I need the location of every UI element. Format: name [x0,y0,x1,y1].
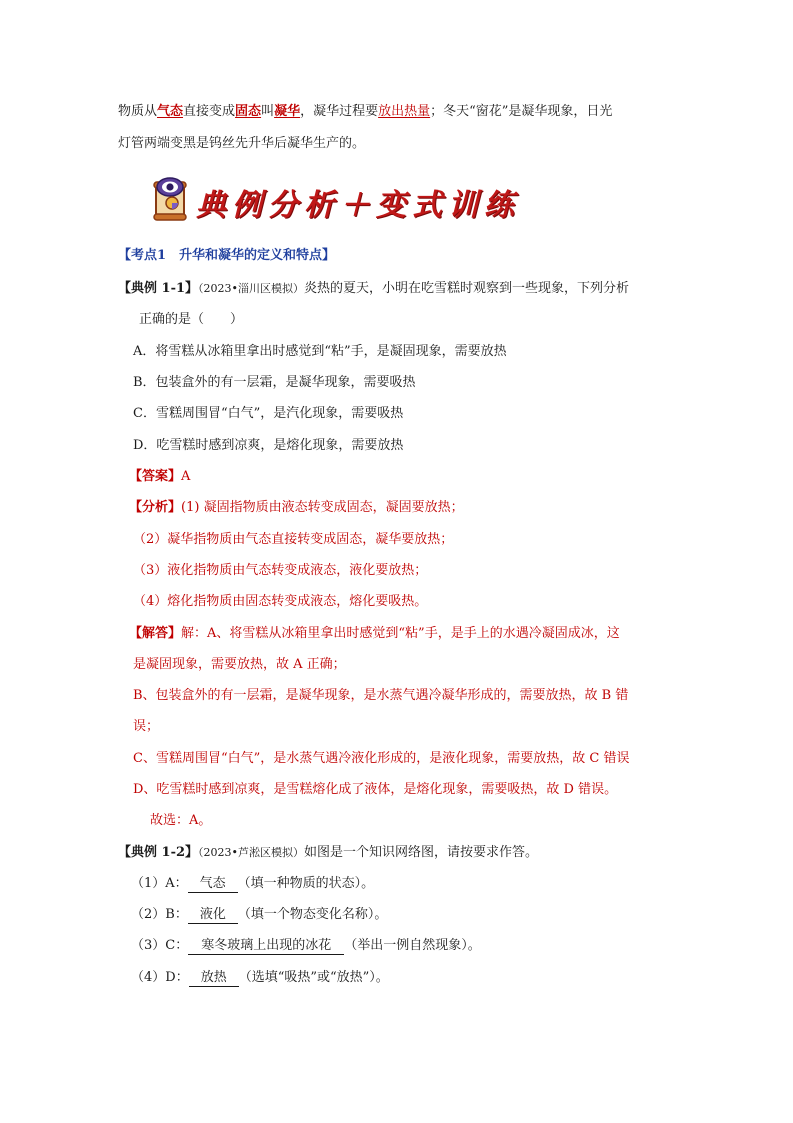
intro-text: 物质从 [118,104,158,119]
answer-blank: 寒冬玻璃上出现的冰花 [188,938,344,955]
highlighted-term: 固态 [235,104,262,119]
option-c: C．雪糕周围冒“白气”，是汽化现象，需要吸热 [133,406,404,421]
solution-line-4: 误； [133,719,160,734]
fill-item-4 [131,969,389,987]
solution-text: 解：A、将雪糕从冰箱里拿出时感觉到“粘”手，是手上的水遇冷凝固成冰，这 [181,626,620,641]
answer-value: A [181,469,191,484]
example-source: （2023•芦淞区模拟） [198,846,304,859]
solution-line-6: D、吃雪糕时感到凉爽，是雪糕熔化成了液体，是熔化现象，需要吸热，故 D 错误。 [133,782,618,797]
analysis-line-2: （2）凝华指物质由气态直接转变成固态，凝华要放热； [133,532,454,547]
section-banner [150,174,520,223]
question-text: 炎热的夏天，小明在吃雪糕时观察到一些现象，下列分析 [304,281,630,296]
analysis-tag: 【分析】 [129,500,182,515]
intro-text: ，凝华过程要 [300,104,379,119]
item-label: （1）A： [131,876,188,891]
question-text: 如图是一个知识网络图，请按要求作答。 [304,845,539,860]
analysis-line-1 [129,499,464,517]
answer-blank: 液化 [188,907,238,924]
option-b: B．包装盒外的有一层霜，是凝华现象，需要吸热 [133,375,416,390]
answer-blank: 放热 [189,970,239,987]
analysis-line-4: （4）熔化指物质由固态转变成液态，熔化要吸热。 [133,594,428,609]
analysis-line-3: （3）液化指物质由气态转变成液态，液化要放热； [133,563,428,578]
solution-line-2: 是凝固现象，需要放热，故 A 正确； [133,657,346,672]
fill-item-1 [131,875,374,893]
solution-line-5: C、雪糕周围冒“白气”，是水蒸气遇冷液化形成的，是液化现象，需要放热，故 C 错误 [133,751,630,766]
answer-blank: 气态 [188,876,238,893]
topic-heading: 【考点1 升华和凝华的定义和特点】 [118,248,336,263]
item-hint: （举出一例自然现象）。 [344,938,481,953]
example-1-1-question [118,280,629,298]
solution-line-1 [129,625,620,643]
example-tag: 【典例 1-2】 [118,845,199,860]
intro-text: ；冬天“窗花”是凝华现象，日光 [430,104,613,119]
item-hint: （选填“吸热”或“放热”）。 [238,970,389,985]
highlighted-term: 气态 [157,104,184,119]
option-d: D．吃雪糕时感到凉爽，是熔化现象，需要放热 [133,438,404,453]
item-label: （2）B： [131,907,188,922]
fill-item-3 [131,937,481,955]
fill-item-2 [131,906,387,924]
example-1-2-question [118,844,538,862]
banner-title: 典例分析＋变式训练 [196,188,520,223]
example-tag: 【典例 1-1】 [118,281,199,296]
highlighted-term: 凝华 [274,104,301,119]
item-label: （4）D： [131,970,189,985]
intro-line-1 [118,103,612,121]
example-source: （2023•淄川区模拟） [198,282,304,295]
solution-line-7: 故选：A。 [150,813,212,828]
intro-text: 叫 [261,104,275,119]
scroll-eye-icon [150,174,196,222]
intro-text: 直接变成 [183,104,236,119]
answer [129,468,190,486]
answer-tag: 【答案】 [129,469,182,484]
solution-tag: 【解答】 [129,626,182,641]
solution-line-3: B、包装盒外的有一层霜，是凝华现象，是水蒸气遇冷凝华形成的，需要放热，故 B 错 [133,688,629,703]
item-label: （3）C： [131,938,189,953]
analysis-text: (1) 凝固指物质由液态转变成固态，凝固要放热； [181,500,464,515]
option-a: A．将雪糕从冰箱里拿出时感觉到“粘”手，是凝固现象，需要放热 [133,344,507,359]
item-hint: （填一种物质的状态）。 [237,876,375,891]
intro-line-2: 灯管两端变黑是钨丝先升华后凝华生产的。 [118,136,366,151]
item-hint: （填一个物态变化名称）。 [237,907,388,922]
highlighted-term: 放出热量 [378,104,431,119]
question-text-cont: 正确的是（ ） [139,312,244,327]
